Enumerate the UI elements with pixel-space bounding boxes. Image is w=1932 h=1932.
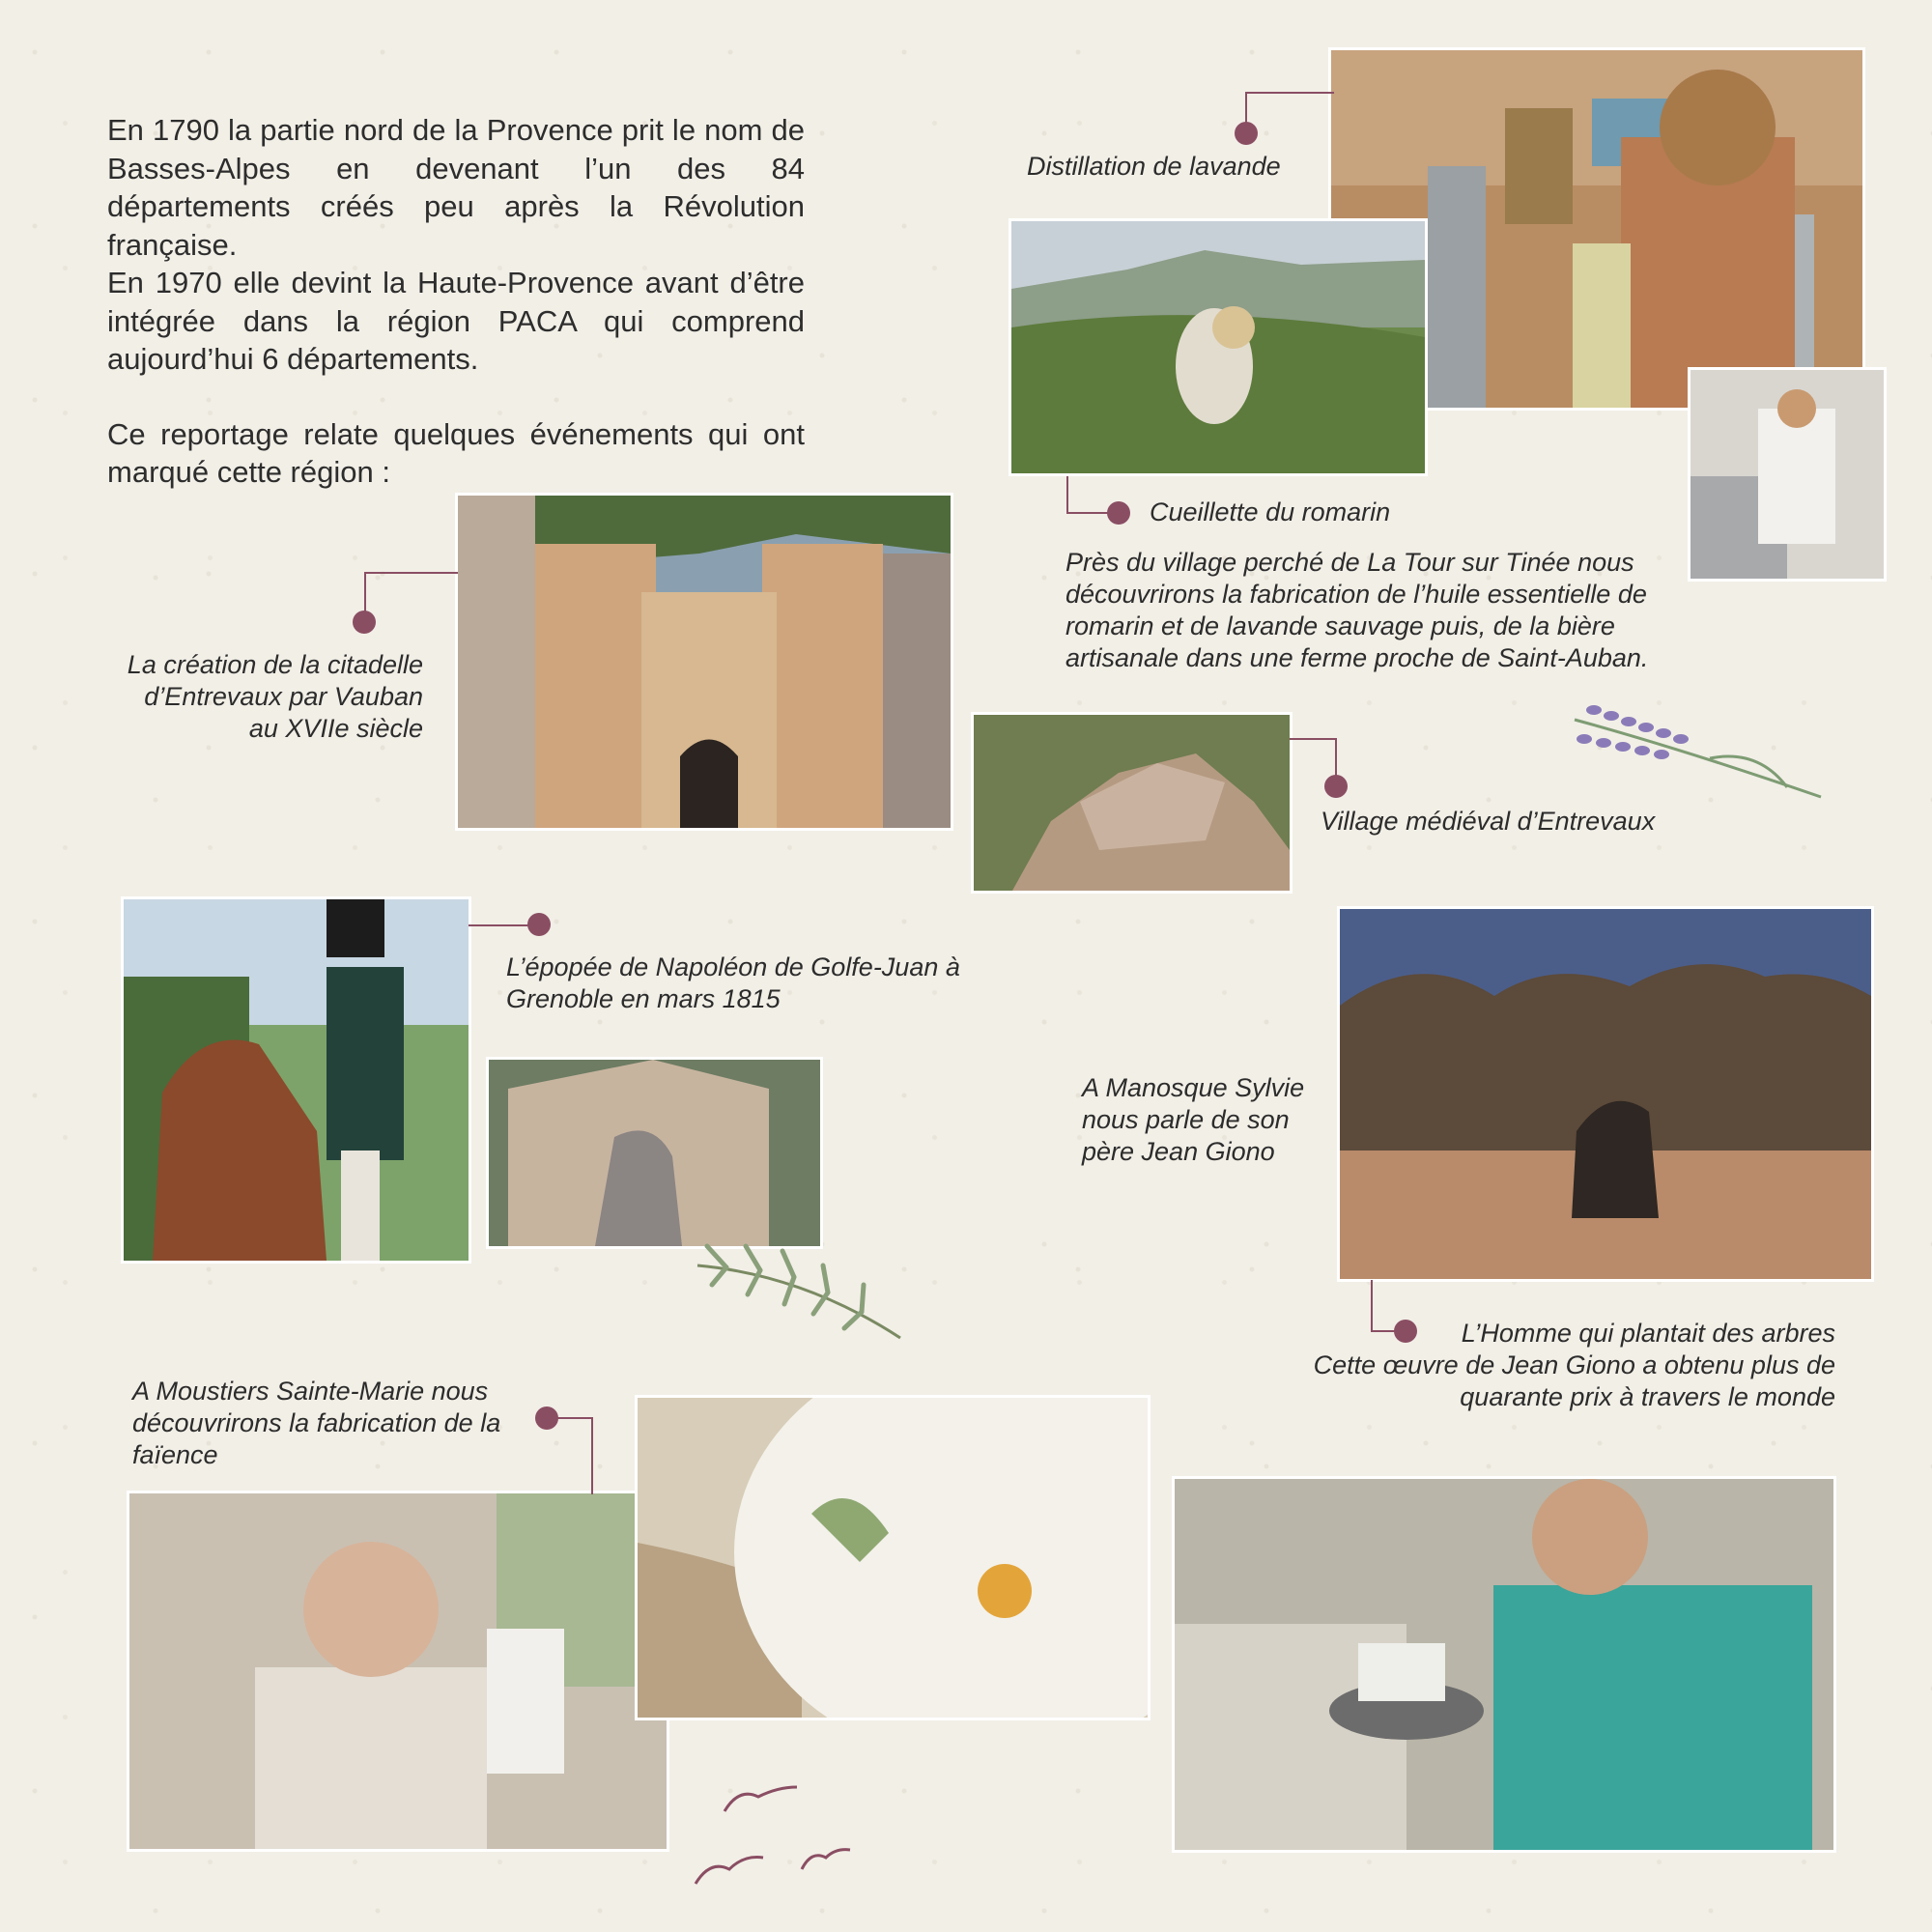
caption-distillation: Distillation de lavande bbox=[1027, 152, 1281, 181]
connector-line bbox=[1290, 738, 1336, 740]
photo-biere bbox=[1690, 370, 1884, 579]
caption-moustiers: A Moustiers Sainte-Marie nous découvrirons la fabrication de la faïence bbox=[132, 1377, 501, 1469]
connector-line bbox=[364, 572, 458, 574]
caption-citadelle-line-3: au XVIIe siècle bbox=[248, 714, 423, 743]
photo-faience-woman bbox=[129, 1493, 667, 1849]
connector-dot bbox=[1324, 775, 1348, 798]
photo-atelier bbox=[1175, 1479, 1833, 1850]
connector-dot bbox=[1235, 122, 1258, 145]
connector-line bbox=[591, 1417, 593, 1494]
connector-dot bbox=[353, 611, 376, 634]
photo-giono bbox=[1340, 909, 1871, 1279]
connector-dot bbox=[527, 913, 551, 936]
connector-line bbox=[1245, 92, 1334, 94]
photo-citadelle bbox=[458, 496, 951, 828]
rosemary-sprig-icon bbox=[688, 1217, 910, 1343]
caption-citadelle-line-1: La création de la citadelle bbox=[127, 650, 423, 679]
caption-manosque: A Manosque Sylvie nous parle de son père Jean Giono bbox=[1082, 1073, 1305, 1166]
connector-dot bbox=[1107, 501, 1130, 525]
caption-citadelle bbox=[106, 649, 423, 745]
intro-text bbox=[107, 111, 805, 492]
connector-dot bbox=[1394, 1320, 1417, 1343]
connector-line bbox=[1066, 476, 1068, 513]
caption-romarin: Cueillette du romarin bbox=[1150, 497, 1391, 526]
photo-village bbox=[974, 715, 1290, 891]
connector-dot bbox=[535, 1406, 558, 1430]
birds-icon bbox=[691, 1773, 855, 1898]
connector-line bbox=[557, 1417, 592, 1419]
intro-paragraph-2: En 1970 elle devint la Haute-Provence avant d’être intégrée dans la région PACA qui comprend aujourd’hui 6 départements. bbox=[107, 266, 805, 376]
caption-homme-line-1: L’Homme qui plantait des arbres bbox=[1461, 1319, 1835, 1348]
caption-tour-tinee: Près du village perché de La Tour sur Tinée nous découvrirons la fabrication de l’huile essentielle de romarin et de lavande sauvage puis, de la bière artisanale dans une ferme proche de Saint-Auban. bbox=[1065, 548, 1649, 672]
photo-faience-bowl bbox=[638, 1398, 1148, 1718]
connector-line bbox=[1066, 512, 1113, 514]
connector-line bbox=[469, 924, 530, 926]
photo-romarin bbox=[1011, 221, 1425, 473]
intro-paragraph-1: En 1790 la partie nord de la Provence prit le nom de Basses-Alpes en devenant l’un des 84 départements créés peu après la Révolution française. bbox=[107, 113, 805, 262]
photo-napoleon bbox=[124, 899, 469, 1261]
caption-homme-line-2: Cette œuvre de Jean Giono a obtenu plus de bbox=[1313, 1350, 1835, 1379]
lavender-sprig-icon bbox=[1565, 681, 1826, 807]
caption-village: Village médiéval d’Entrevaux bbox=[1321, 807, 1656, 836]
caption-citadelle-line-2: d’Entrevaux par Vauban bbox=[144, 682, 423, 711]
caption-napoleon: L’épopée de Napoléon de Golfe-Juan à Grenoble en mars 1815 bbox=[506, 952, 960, 1013]
caption-homme bbox=[1256, 1318, 1835, 1413]
connector-line bbox=[1371, 1280, 1373, 1330]
intro-paragraph-3: Ce reportage relate quelques événements qui ont marqué cette région : bbox=[107, 416, 805, 489]
caption-homme-line-3: quarante prix à travers le monde bbox=[1460, 1382, 1835, 1411]
